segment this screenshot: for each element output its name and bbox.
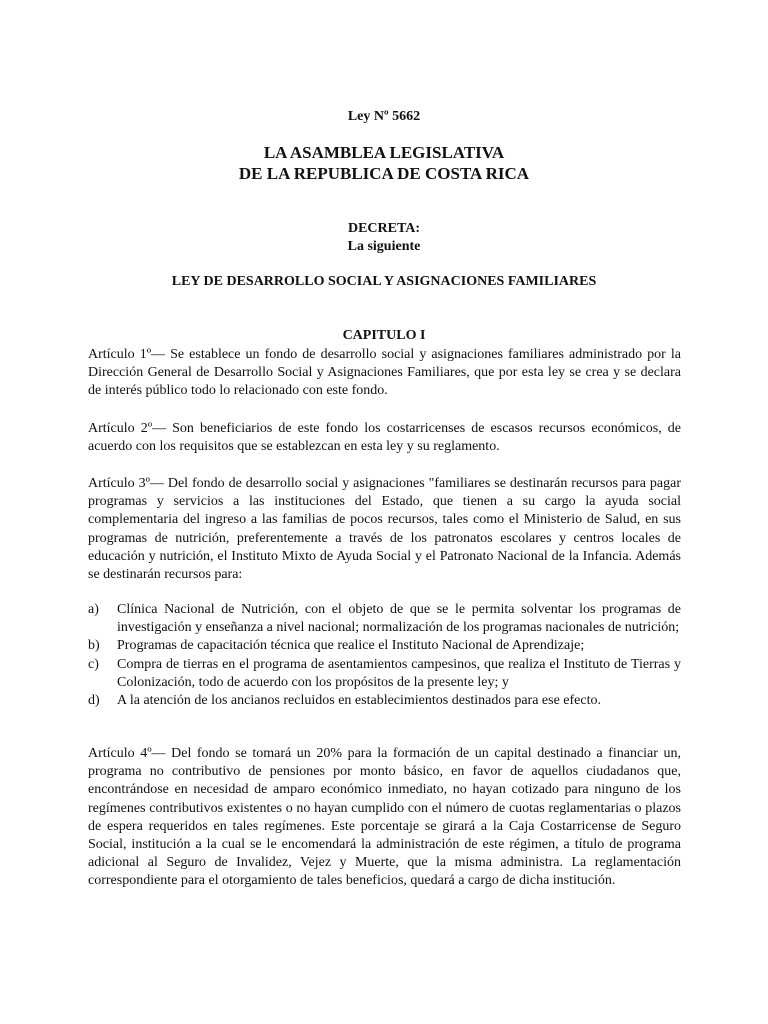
list-item	[88, 656, 681, 692]
list-marker: d)	[88, 693, 100, 709]
decree-heading	[0, 220, 768, 256]
assembly-line-1: LA ASAMBLEA LEGISLATIVA	[263, 143, 505, 162]
article-3: Artículo 3º— Del fondo de desarrollo social y asignaciones "familiares se destinarán recursos para pagar programas y servicios a las instituciones del Estado, que tienen a su cargo la ayuda social complementaria del ingreso a las familias de pocos recursos, tales como el Ministerio de Salud, en sus programas de nutrición, preferentemente a través de los patronatos escolares y centros locales de educación y nutrición, el Instituto Mixto de Ayuda Social y el Patronato Nacional de la Infancia. Además se destinarán recursos para:	[88, 476, 681, 583]
list-item-text: Programas de capacitación técnica que realice el Instituto Nacional de Aprendizaje;	[117, 638, 585, 654]
article-1: Artículo 1º— Se establece un fondo de desarrollo social y asignaciones familiares administrado por la Dirección General de Desarrollo Social y Asignaciones Familiares, que por esta ley se crea y se declara de interés público todo lo relacionado con este fondo.	[88, 347, 681, 399]
assembly-line-2: DE LA REPUBLICA DE COSTA RICA	[238, 164, 530, 183]
list-marker: b)	[88, 638, 100, 654]
article-2: Artículo 2º— Son beneficiarios de este fondo los costarricenses de escasos recursos económicos, de acuerdo con los requisitos que se establezcan en esta ley y su reglamento.	[88, 421, 681, 455]
chapter-heading: CAPITULO I	[342, 328, 426, 343]
list-item	[88, 637, 681, 655]
list-item	[88, 601, 681, 637]
decreta-label: DECRETA:	[347, 221, 421, 236]
list-item	[88, 692, 681, 710]
assembly-heading	[0, 142, 768, 184]
article-3-list	[88, 601, 681, 710]
list-marker: c)	[88, 656, 99, 672]
list-item-text: Compra de tierras en el programa de asentamientos campesinos, que realiza el Instituto de Tierras y Colonización, todo de acuerdo con los propósitos de la presente ley; y	[117, 656, 681, 690]
law-number: Ley Nº 5662	[347, 109, 421, 124]
list-item-text: Clínica Nacional de Nutrición, con el objeto de que se le permita solventar los programas de investigación y enseñanza a nivel nacional; normalización de los programas nacionales de nutrición;	[117, 602, 681, 636]
list-marker: a)	[88, 602, 99, 617]
la-siguiente-label: La siguiente	[347, 239, 421, 254]
article-4: Artículo 4º— Del fondo se tomará un 20% para la formación de un capital destinado a financiar un, programa no contributivo de pensiones por monto básico, en favor de aquellos ciudadanos que, encontrándose en necesidad de amparo económico inmediato, no hayan cotizado para ninguno de los regímenes contributivos existentes o no hayan cumplido con el número de cuotas reglamentarias o plazos de espera requeridos en tales regímenes. Este porcentaje se girará a la Caja Costarricense de Seguro Social, institución a la cual se le encomendará la administración de este régimen, a título de programa adicional al Seguro de Invalidez, Vejez y Muerte, que la misma administra. La reglamentación correspondiente para el otorgamiento de tales beneficios, quedará a cargo de dicha institución.	[88, 746, 681, 889]
list-item-text: A la atención de los ancianos recluidos en establecimientos destinados para ese efecto.	[117, 693, 601, 709]
law-title: LEY DE DESARROLLO SOCIAL Y ASIGNACIONES FAMILIARES	[171, 274, 597, 289]
